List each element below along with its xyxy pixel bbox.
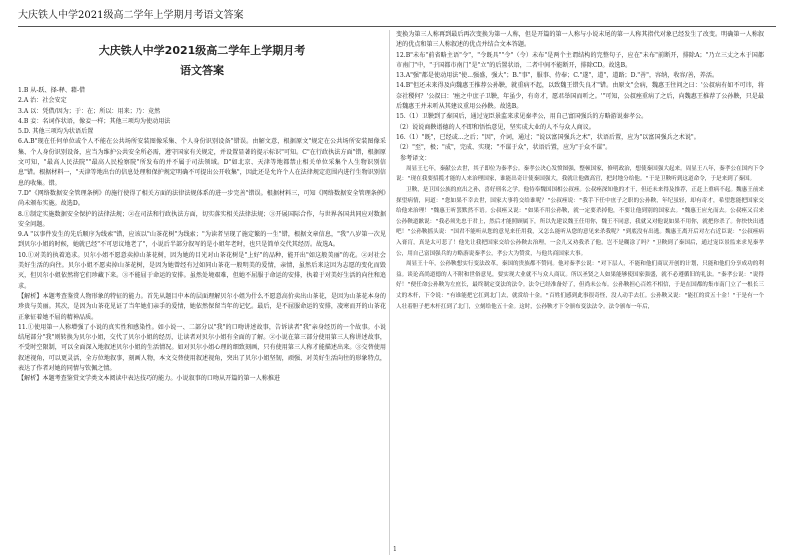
analysis-11: 【解析】本题考查鉴赏文学类文本阅读中表达技巧的能力。小说叙事的口吻从开篇的第一人称推进: [18, 375, 281, 383]
answer-6: 6.A.B"现在任何单位或个人不能在公共场所安装图像采集、个人身份识别设备"错误。由解文意，根据原文"规定在公共场所安装图像采集、个人身份识别设备，应当为维护公共安全所必需，遵守国家有关规定，并设置显著的提示标识"可知。C"在行政执法方面"错，根据原文可知，"最高人民法院""最高人民检察院"所发布的并不属于司法领域。D"如北京、天津等地都禁止相关单位采集个人生物识别信息"错。根据材料一，"天津等地出台的信息处理和保护规定明确不可提出公开收集"，因此还是允许个人在法律规定范围内进行生物识别信息的收集。错。: [18, 138, 386, 187]
analysis-10: 【解析】本题考查鉴赏人物形象的特征的能力。首先从题目中本的层面理解贝尔小姐为什么不愿意高价卖出山茶花，是因为山茶花本身的珍贵与美丽。其次，是因为山茶花见证了当年她们亲手的爱情，她依然保留当年的记忆。最后，是不屈服命运的安排，凌寒而开的山茶花正象征着她不屈的精神品质。: [18, 292, 386, 321]
answer-16-1: 16.（1）"既"，已经或...之后；"因"，介词，通过；"说以富国强兵之术"，状语后置，应为"以富国强兵之术说"。: [396, 133, 700, 141]
answer-10: 10.①对美的执着追求。贝尔小姐不愿意卖掉山茶花树，因为她的目光对山茶花树是"上好"的品种，能开出"如这般美丽"的花。②对社会美好生活的向往。贝尔小姐不愿卖掉山茶花树，是因为她曾经有过如同山茶花一般明美的爱情，亲情，虽然后来这因为志愿的变化而毁灭，但贝尔小姐依然将它们珍藏下来。③不能屈于命运的安排。虽然处境艰难，但她不屈服于命运的安排，执着于对美好生活的向往和追求。: [18, 251, 386, 290]
right-column: [396, 30, 764, 556]
answer-15-2: （2）说说商鞅谱德的人不即和悟怡意见，坚实成大业的人不与众人商议。: [396, 123, 595, 131]
translation-paragraph-1: 周显王七年，秦献公去世，其子即位为秦孝公。秦孝公决心发愤图强，整顿国家，修明政治，想使秦国强大起来。周显王八年，秦孝公在国内下令说："现在我要招揽才能的人来治理国家，谁能出奇计使秦国强大，我就让他做高官，把封地分给他。"于是卫鞅听到这道命令，于是来到了秦国。: [396, 165, 764, 183]
answer-14: 14.B"但还未来得及向魏惠王推荐公孙鞅，就重病不起，以致魏王错失良才"错。由原文"会病，魏惠王往问之曰：'公叔病有如不可讳，将奈社稷何？'公叔曰：'痤之中庶子卫鞅，年虽少，有奇才，愿君举国而听之。'"可知，公叔痤重病了之后，向魏惠王推荐了公孙鞅，只是最后魏惠王并未听从其建议重用公孙鞅。故选B。: [396, 82, 764, 111]
answer-1: 1.B 从-跃、择-释、藉-借: [18, 87, 86, 94]
answer-2: 2.A 治：社会安定: [18, 97, 67, 105]
answer-4: 4.B 妾：名词作状语，像妾一样；其他三项均为使动用法: [18, 117, 171, 125]
answer-8: 8.①制定实施数据安全保护的法律法规；②在司法和行政执法方面，切实落实相关法律法规；③开展国际合作，与世界各国共同应对数据安全问题。: [18, 210, 386, 228]
page-header: [18, 6, 776, 27]
analysis-11-continued: 变换为第三人称再到最后再次变换为第一人称，但是开篇的第一人称与小说末尾的第一人称其指代对象已经发生了改变。明确第一人称叙述的优点和第三人称叙述的优点并结合文本答题。: [396, 31, 764, 49]
document-subtitle: 语文答案: [180, 64, 224, 77]
answer-3: 3.A 以：凭借/因为；于：在；所以：用来；乃：竟然: [18, 107, 161, 115]
answer-15-1: 15.（1）卫鞅到了秦国后，通过宠臣景监来求见秦孝公，用自己富国强兵的方略游说秦孝公。: [396, 113, 648, 121]
header-text: 大庆铁人中学2021级高二学年上学期月考语文答案: [18, 10, 244, 21]
answer-11: 11.①使用第一人称增强了小说的真实性和感染性。如小说一、二部分以"我"的口吻讲述故事，告诉读者"我"亲身经历的一个故事。小说结尾部分"我"则转换为贝尔小姐，交代了贝尔小姐的经历，让读者对贝尔小姐有全面的了解。②小说在第三部分使用第三人称讲述故事，不受时空限制，可以全面深入地叙述贝尔小姐的生活情况。如对贝尔小姐心理的细致刻画，只有使用第三人称才能描述出来。③交替使用叙述视角，可以更灵活，全方位地叙事，刻画人物，本文交替使用叙述视角，突出了贝尔小姐坚韧，顽强、对美好生活向往的形象特点，表达了作者对她的同情与钦佩之情。: [18, 323, 386, 373]
answer-13: 13.A"强"都是使动用法"使...强盛，强大"；B."事"，服事、侍奉；C."遂"，道"，道路；D."善"，容纳，收容/善，养活。: [396, 72, 719, 80]
answer-12: 12.B"未布"前省略主语"令"，"令既具""令"（令）未布"是两个主谓结构的完整句子，应在"未布"前断开，排除A；"乃立三丈之木于国都市南门"中，"于国都市南门"是"立"的后置状语，二者中间不能断开，排除CD。故选B。: [396, 51, 764, 69]
answer-9: 9.A "以事件发生的先后顺序为线索"错，应该以"山茶花树"为线索；"为读者呈现了施定繁的一生"错，根据文章信息，"我"八岁第一次见到贝尔小姐的时候，她就已经"不可思议地老了"，小说后半部分叙写的是小姐年老时，也只是简单交代其经历。故选A。: [18, 231, 386, 249]
page-number: 1: [393, 546, 397, 553]
translation-label: 参考译文：: [400, 154, 431, 162]
translation-paragraph-3: 周显王十年，公孙鞅想实行变法改革，秦国的贵族都不赞同。他对秦孝公说："对下层人，不能和他们商议开创的计划，只能和他们分享成功的利益。谈论高尚道德的人不附和世俗意见，要实现大业就不与众人商议。所以圣贤之人如果能够使国家强盛，就不必遵循旧的礼法。"秦孝公说："说得好！"便任命公孙鞅为左庶长，最终制定变法的法令。法令已经准备好了，但尚未公布。公孙鞅担心百姓不相信，于是在国都的集市南门立了一根长三丈的木杆，下令说："有谁能把它扛到北门去，就赏给十金。"百姓们感到此事很奇怪，没人动手去扛。公孙鞅又说："能扛的赏五十金！"于是有一个人壮着胆子把木杆扛到了北门，立刻给他五十金。这时，公孙鞅才下令颁布变法法令。法令颁布一年后，: [396, 261, 764, 310]
translation-paragraph-2: 卫鞅，是卫国公族的庶出之孙，喜好刑名之学。他侍奉魏国国相公叔痤。公叔痤深知他的才干，但还未来得及推荐，正赶上重病不起。魏惠王前来探望病情，问道："您如果不幸去世，国家大事将交给谁呢？"公叔痤说："我手下任中庶子之职的公孙鞅，年纪虽轻，却有奇才，希望您能把国家交给他来治理！"魏惠王听罢默然不语。公叔痤又说："如果不用公孙鞅，就一定要杀掉他，不要让他到别的国家去。"魏惠王应允而去。公叔痤又召来公孙鞅道歉说："我必须先忠于君上，然后才能照顾属下，所以先建议魏王任用你，魏王不同意，我就又对他说如果不用你，就把你杀了。你快快出逃吧！"公孙鞅摇头说："国君不能听从您的意见来任用我，又怎么能听从您的意见来杀我呢？"到底没有出逃。魏惠王离开后对左右近臣说："公叔痤病入膏肓，真是太可悲了！他先让我把国家交给公孙鞅去治理，一会儿又劝我杀了他，岂不是糊涂了吗？"卫鞅到了秦国后，通过宠臣景监来求见秦孝公，用自己富国强兵的方略游说秦孝公，孝公大为赞赏，与他共商国家大事。: [396, 187, 764, 257]
column-divider: [389, 30, 390, 555]
answer-5: 5.D. 其他三项均为状语后置: [18, 128, 94, 136]
answer-16-2: （2）"至"，极；"成"，完成、实现；"不谋于众"，状语后置，应为"于众不谋"。: [396, 144, 612, 152]
left-column: [18, 30, 386, 550]
document-title: 大庆铁人中学2021级高二学年上学期月考: [98, 44, 306, 57]
answer-7: 7.D"《网络数据安全管理条例》的施行使得了相关方面的法律法规体系的进一步完善"错误。根据材料三，可知《网络数据安全管理条例》尚未颁布实施。故选D。: [18, 189, 386, 208]
